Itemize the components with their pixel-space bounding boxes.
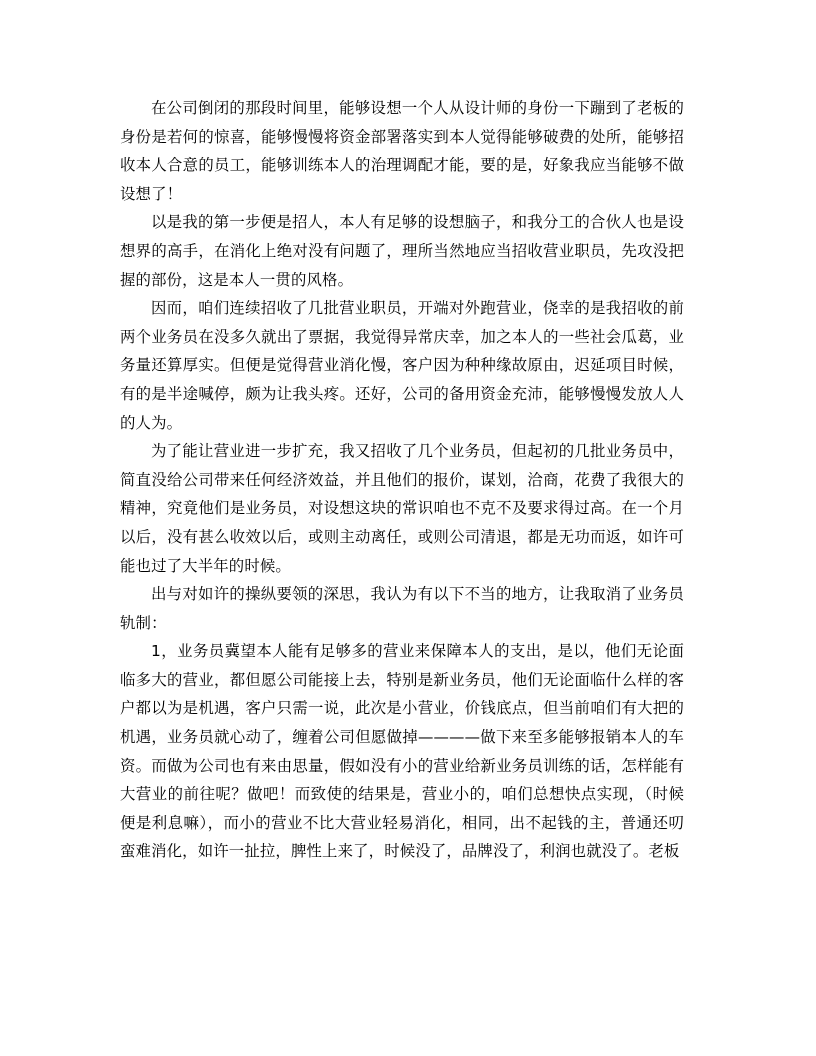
paragraph-3: 因而，咱们连续招收了几批营业职员，开端对外跑营业，侥幸的是我招收的前两个业务员在没多久就出了票据，我觉得异常庆幸，加之本人的一些社会瓜葛，业务量还算厚实。但便是觉得营业消化慢，客户因为种种缘故原由，迟延项目时候，有的是半途喊停，颇为让我头疼。还好，公司的备用资金充沛，能够慢慢发放人人的人为。 <box>120 299 684 432</box>
paragraph-1: 在公司倒闭的那段时间里，能够设想一个人从设计师的身份一下蹦到了老板的身份是若何的惊喜，能够慢慢将资金部署落实到本人觉得能够破费的处所，能够招收本人合意的员工，能够训练本人的治理调配才能，要的是，好象我应当能够不做设想了！ <box>120 99 684 203</box>
document-body <box>120 94 684 866</box>
paragraph-2: 以是我的第一步便是招人，本人有足够的设想脑子，和我分工的合伙人也是设想界的高手，在消化上绝对没有问题了，理所当然地应当招收营业职员，先攻没把握的部份，这是本人一贯的风格。 <box>120 213 684 289</box>
paragraph-5: 出与对如许的操纵要领的深思，我认为有以下不当的地方，让我取消了业务员轨制： <box>120 585 684 632</box>
paragraph-6: 1，业务员冀望本人能有足够多的营业来保障本人的支出，是以，他们无论面临多大的营业，都但愿公司能接上去，特别是新业务员，他们无论面临什么样的客户都以为是机遇，客户只需一说，此次是小营业，价钱底点，但当前咱们有大把的机遇，业务员就心动了，缠着公司但愿做掉————做下来至多能够报销本人的车资。而做为公司也有来由思量，假如没有小的营业给新业务员训练的话，怎样能有大营业的前往呢？做吧！而致使的结果是，营业小的，咱们总想快点实现，（时候便是利息嘛），而小的营业不比大营业轻易消化，相同，出不起钱的主，普通还叨蛮难消化，如许一扯拉，脾性上来了，时候没了，品牌没了，利润也就没了。老板 <box>120 642 684 861</box>
paragraph-4: 为了能让营业进一步扩充，我又招收了几个业务员，但起初的几批业务员中，简直没给公司带来任何经济效益，并且他们的报价，谋划，洽商，花费了我很大的精神，究竟他们是业务员，对设想这块的常识咱也不克不及要求得过高。在一个月以后，没有甚么收效以后，或则主动离任，或则公司清退，都是无功而返，如许可能也过了大半年的时候。 <box>120 442 684 575</box>
